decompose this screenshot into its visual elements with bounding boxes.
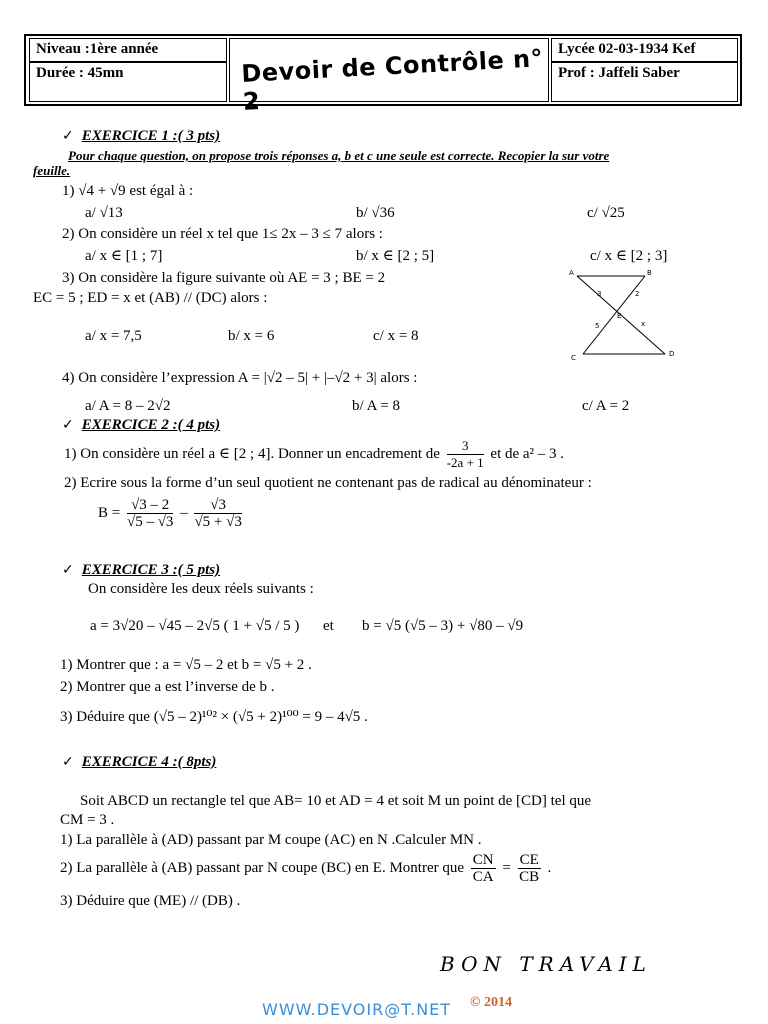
ex1-q2-b: b/ x ∈ [2 ; 5] bbox=[356, 248, 435, 264]
check-icon: ✓ bbox=[62, 754, 74, 770]
b-fraction-2 bbox=[194, 497, 241, 530]
ex2-frac-num: 3 bbox=[447, 438, 484, 455]
ex1-q4-b: b/ A = 8 bbox=[352, 398, 401, 414]
ex4-f1-num: CN bbox=[472, 852, 494, 868]
ex3-q1: 1) Montrer que : a = √5 – 2 et b = √5 + 2 . bbox=[60, 657, 312, 673]
fig-label-e: E bbox=[617, 312, 622, 320]
ex1-heading-line bbox=[62, 128, 220, 145]
ex1-q2-c: c/ x ∈ [2 ; 3] bbox=[590, 248, 668, 264]
fig-label-c: C bbox=[571, 354, 576, 362]
page-title: Devoir de Contrôle n° 2 bbox=[240, 44, 544, 116]
ex2-frac-den: -2a + 1 bbox=[446, 455, 484, 470]
closing-text: BON TRAVAIL bbox=[440, 952, 652, 976]
ex1-q3-c: c/ x = 8 bbox=[373, 328, 419, 344]
b-f1-num: √3 – 2 bbox=[127, 497, 173, 514]
ex4-heading: EXERCICE 4 :( 8pts) bbox=[81, 754, 217, 770]
duree-cell: Durée : 45mn bbox=[29, 62, 227, 102]
ex1-heading: EXERCICE 1 :( 3 pts) bbox=[81, 128, 221, 144]
fig-label-b: B bbox=[647, 269, 652, 277]
ex4-f2-num: CE bbox=[519, 852, 539, 868]
ex2-q1-end: et de a² – 3 . bbox=[490, 445, 565, 462]
fig-label-a: A bbox=[569, 269, 574, 277]
ex4-frac-1 bbox=[471, 852, 496, 885]
ex3-heading: EXERCICE 3 :( 5 pts) bbox=[81, 562, 221, 578]
ex4-intro-1: Soit ABCD un rectangle tel que AB= 10 et AD = 4 et soit M un point de [CD] tel que bbox=[80, 793, 592, 809]
fig-label-2: 2 bbox=[635, 290, 640, 298]
ex1-q3-a: a/ x = 7,5 bbox=[85, 328, 142, 344]
ex1-q4-c: c/ A = 2 bbox=[582, 398, 630, 414]
footer-site-link[interactable]: WWW.DEVOIR@T.NET bbox=[262, 1000, 452, 1019]
ex4-eq: = bbox=[502, 860, 511, 876]
ex4-q2 bbox=[60, 852, 551, 885]
ex1-q4: 4) On considère l’expression A = |√2 – 5| + |–√2 + 3| alors : bbox=[62, 370, 418, 386]
title-box bbox=[232, 40, 546, 116]
ex2-q1 bbox=[64, 438, 564, 471]
ex1-q4-a: a/ A = 8 – 2√2 bbox=[85, 398, 171, 414]
niveau-cell: Niveau :1ère année bbox=[29, 38, 227, 62]
ex4-intro-2: CM = 3 . bbox=[60, 812, 115, 828]
ex2-fraction bbox=[447, 438, 484, 471]
ex2-heading: EXERCICE 2 :( 4 pts) bbox=[81, 417, 221, 433]
ex3-q2: 2) Montrer que a est l’inverse de b . bbox=[60, 679, 275, 695]
check-icon: ✓ bbox=[62, 417, 74, 433]
ex3-a-expression: a = 3√20 – √45 – 2√5 ( 1 + √5 / 5 ) bbox=[90, 618, 300, 634]
prof-cell: Prof : Jaffeli Saber bbox=[551, 62, 738, 102]
ex1-q2-a: a/ x ∈ [1 ; 7] bbox=[85, 248, 163, 264]
ex1-q1-c: c/ √25 bbox=[587, 205, 625, 221]
ex4-q3: 3) Déduire que (ME) // (DB) . bbox=[60, 893, 241, 909]
ex1-q3: 3) On considère la figure suivante où AE = 3 ; BE = 2 bbox=[62, 270, 386, 286]
ex4-f1-den: CA bbox=[472, 869, 494, 885]
ex3-et: et bbox=[323, 618, 334, 634]
b-minus: – bbox=[180, 505, 188, 521]
lycee-cell: Lycée 02-03-1934 Kef bbox=[551, 38, 738, 62]
check-icon: ✓ bbox=[62, 562, 74, 578]
b-fraction-1 bbox=[127, 497, 173, 530]
ex3-b-expression: b = √5 (√5 – 3) + √80 – √9 bbox=[362, 618, 524, 634]
ex4-frac-2 bbox=[518, 852, 541, 885]
ex1-q1: 1) √4 + √9 est égal à : bbox=[62, 183, 194, 199]
ex1-q1-a: a/ √13 bbox=[85, 205, 123, 221]
fig-label-5: 5 bbox=[595, 322, 600, 330]
ex1-q3-line2: EC = 5 ; ED = x et (AB) // (DC) alors : bbox=[33, 290, 268, 306]
ex1-instruction: Pour chaque question, on propose trois réponses a, b et c une seule est correcte. Recopier la sur votre bbox=[68, 148, 610, 163]
ex2-heading-line bbox=[62, 417, 220, 434]
ex3-heading-line bbox=[62, 562, 220, 579]
b-f2-num: √3 bbox=[194, 497, 241, 514]
footer-copyright: © 2014 bbox=[470, 995, 512, 1010]
b-f1-den: √5 – √3 bbox=[126, 514, 174, 530]
ex1-q2: 2) On considère un réel x tel que 1≤ 2x – 3 ≤ 7 alors : bbox=[62, 226, 383, 242]
ex3-q3: 3) Déduire que (√5 – 2)¹⁰² × (√5 + 2)¹⁰⁰ = 9 – 4√5 . bbox=[60, 709, 368, 725]
ex4-q1: 1) La parallèle à (AD) passant par M coupe (AC) en N .Calculer MN . bbox=[60, 832, 482, 848]
ex4-q2-end: . bbox=[547, 860, 552, 876]
triangle-figure bbox=[565, 266, 685, 366]
ex2-b-expression bbox=[98, 497, 245, 530]
ex4-q2-text: 2) La parallèle à (AB) passant par N coupe (BC) en E. Montrer que bbox=[60, 860, 465, 876]
b-label: B = bbox=[98, 505, 121, 521]
ex2-q2: 2) Ecrire sous la forme d’un seul quotient ne contenant pas de radical au dénominateur : bbox=[64, 475, 592, 491]
fig-label-d: D bbox=[669, 350, 675, 358]
fig-label-x: x bbox=[641, 320, 646, 328]
ex3-intro: On considère les deux réels suivants : bbox=[88, 581, 314, 597]
ex1-q3-b: b/ x = 6 bbox=[228, 328, 275, 344]
fig-label-3: 3 bbox=[597, 290, 602, 298]
ex2-q1-text: 1) On considère un réel a ∈ [2 ; 4]. Donner un encadrement de bbox=[64, 445, 440, 462]
ex1-q1-b: b/ √36 bbox=[356, 205, 395, 221]
b-f2-den: √5 + √3 bbox=[194, 514, 242, 530]
ex4-heading-line bbox=[62, 754, 216, 771]
ex4-f2-den: CB bbox=[519, 869, 540, 885]
ex1-instruction-2: feuille. bbox=[33, 163, 71, 178]
check-icon: ✓ bbox=[62, 128, 74, 144]
